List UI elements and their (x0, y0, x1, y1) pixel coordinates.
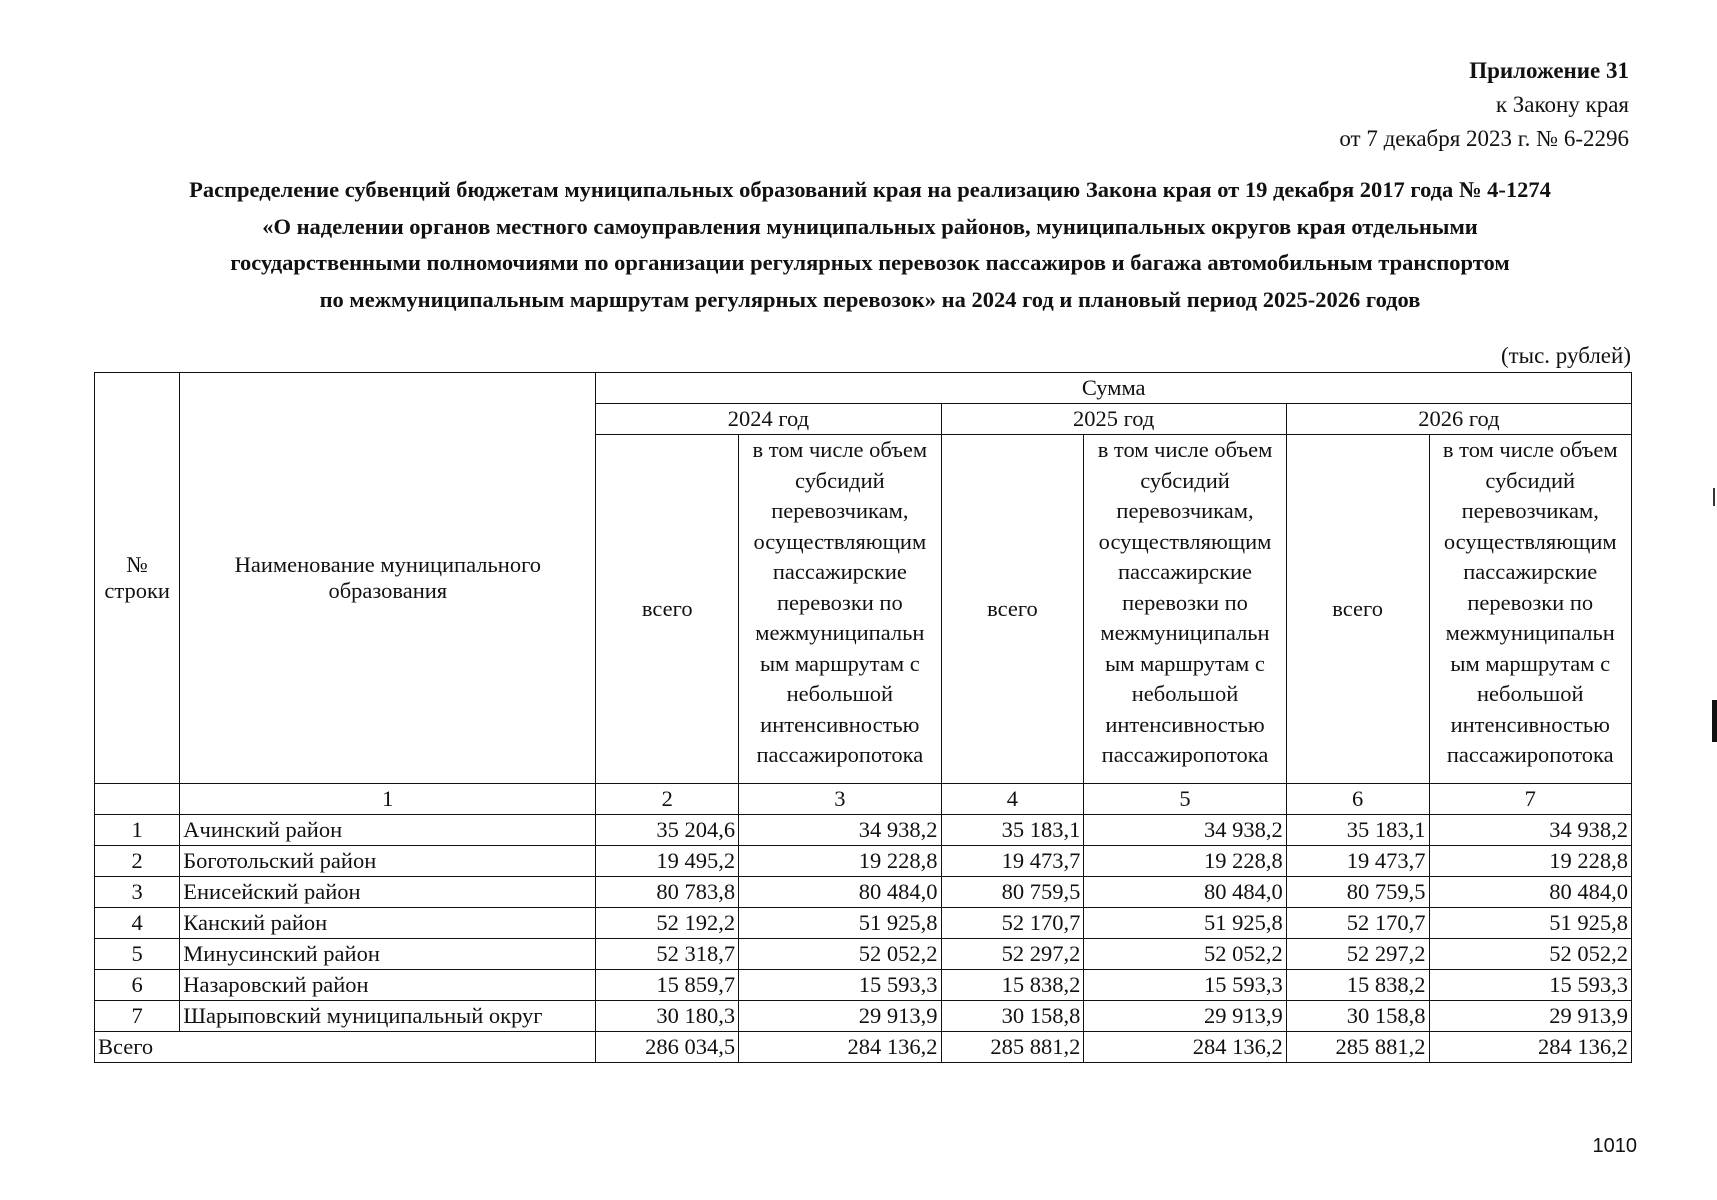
subsidy-2024: 80 484,0 (739, 877, 941, 908)
municipality-name: Боготольский район (180, 846, 596, 877)
appendix-reference (1339, 54, 1629, 156)
total-2025: 15 838,2 (941, 970, 1084, 1001)
row-index: 7 (95, 1001, 180, 1032)
municipality-name: Канский район (180, 908, 596, 939)
total-2024: 52 192,2 (596, 908, 739, 939)
subsidy-2026: 19 228,8 (1429, 846, 1631, 877)
appendix-law-date: от 7 декабря 2023 г. № 6-2296 (1339, 126, 1629, 151)
total-2024: 35 204,6 (596, 815, 739, 846)
subsidy-2026: 51 925,8 (1429, 908, 1631, 939)
grand-subsidy-2025: 284 136,2 (1084, 1032, 1286, 1063)
total-2025: 52 297,2 (941, 939, 1084, 970)
heading-line: по межмуниципальным маршрутам регулярных перевозок» на 2024 год и плановый период 2025-2026 годов (319, 286, 1421, 312)
header-subsidy-2024: в том числе объем субсидий перевозчикам, осуществляющим пассажирские перевозки по межмуниципальн ым маршрутам с небольшой интенсивностью пассажиропотока (739, 435, 941, 784)
subsidy-2025: 34 938,2 (1084, 815, 1286, 846)
header-total-2024: всего (596, 435, 739, 784)
municipality-name: Ачинский район (180, 815, 596, 846)
total-2026: 15 838,2 (1286, 970, 1429, 1001)
total-2026: 52 170,7 (1286, 908, 1429, 939)
column-number: 5 (1084, 784, 1286, 815)
column-number-blank (95, 784, 180, 815)
municipality-name: Назаровский район (180, 970, 596, 1001)
subsidy-2026: 29 913,9 (1429, 1001, 1631, 1032)
subvention-table (94, 372, 1632, 1063)
total-2025: 35 183,1 (941, 815, 1084, 846)
total-2026: 52 297,2 (1286, 939, 1429, 970)
column-number: 1 (180, 784, 596, 815)
municipality-name: Шарыповский муниципальный округ (180, 1001, 596, 1032)
column-number: 3 (739, 784, 941, 815)
grand-subsidy-2024: 284 136,2 (739, 1032, 941, 1063)
subsidy-2024: 15 593,3 (739, 970, 941, 1001)
subsidy-2025: 19 228,8 (1084, 846, 1286, 877)
table-row (95, 939, 1632, 970)
subsidy-2026: 34 938,2 (1429, 815, 1631, 846)
total-2026: 19 473,7 (1286, 846, 1429, 877)
total-2024: 80 783,8 (596, 877, 739, 908)
subsidy-2025: 15 593,3 (1084, 970, 1286, 1001)
scan-edge-mark (1712, 700, 1717, 742)
header-subsidy-2025: в том числе объем субсидий перевозчикам, осуществляющим пассажирские перевозки по межмуниципальн ым маршрутам с небольшой интенсивностью пассажиропотока (1084, 435, 1286, 784)
column-number: 6 (1286, 784, 1429, 815)
header-subsidy-2026: в том числе объем субсидий перевозчикам, осуществляющим пассажирские перевозки по межмуниципальн ым маршрутам с небольшой интенсивностью пассажиропотока (1429, 435, 1631, 784)
table-row (95, 908, 1632, 939)
subsidy-2024: 51 925,8 (739, 908, 941, 939)
table-row (95, 1001, 1632, 1032)
column-number: 2 (596, 784, 739, 815)
scan-edge-tick (1713, 488, 1715, 506)
total-2026: 30 158,8 (1286, 1001, 1429, 1032)
table-row (95, 815, 1632, 846)
subsidy-2026: 52 052,2 (1429, 939, 1631, 970)
header-year-2026: 2026 год (1286, 404, 1631, 435)
heading-line: Распределение субвенций бюджетам муниципальных образований края на реализацию Закона края от 19 декабря 2017 года № 4-1274 (189, 177, 1551, 202)
document-heading (60, 172, 1680, 318)
row-index: 2 (95, 846, 180, 877)
column-number: 7 (1429, 784, 1631, 815)
header-total-2026: всего (1286, 435, 1429, 784)
total-2025: 19 473,7 (941, 846, 1084, 877)
row-index: 3 (95, 877, 180, 908)
subsidy-2024: 19 228,8 (739, 846, 941, 877)
total-2025: 52 170,7 (941, 908, 1084, 939)
heading-line: государственными полномочиями по организации регулярных перевозок пассажиров и багажа автомобильным транспортом (230, 250, 1510, 275)
table-row (95, 877, 1632, 908)
total-2026: 80 759,5 (1286, 877, 1429, 908)
header-year-2025: 2025 год (941, 404, 1286, 435)
row-index: 4 (95, 908, 180, 939)
municipality-name: Енисейский район (180, 877, 596, 908)
header-municipality-name: Наименование муниципального образования (180, 373, 596, 784)
total-2026: 35 183,1 (1286, 815, 1429, 846)
page-number: 1010 (1592, 1135, 1637, 1157)
heading-line: «О наделении органов местного самоуправления муниципальных районов, муниципальных округов края отдельными (262, 213, 1478, 239)
total-2025: 80 759,5 (941, 877, 1084, 908)
header-sum: Сумма (596, 373, 1632, 404)
total-2024: 19 495,2 (596, 846, 739, 877)
subsidy-2026: 15 593,3 (1429, 970, 1631, 1001)
subsidy-2025: 51 925,8 (1084, 908, 1286, 939)
row-index: 5 (95, 939, 180, 970)
total-2024: 52 318,7 (596, 939, 739, 970)
appendix-law-ref: к Закону края (1495, 92, 1629, 117)
subsidy-2025: 52 052,2 (1084, 939, 1286, 970)
header-row-number: № строки (95, 373, 180, 784)
table-row (95, 970, 1632, 1001)
row-index: 6 (95, 970, 180, 1001)
subsidy-2024: 52 052,2 (739, 939, 941, 970)
subsidy-2024: 34 938,2 (739, 815, 941, 846)
total-2024: 30 180,3 (596, 1001, 739, 1032)
grand-total-2025: 285 881,2 (941, 1032, 1084, 1063)
appendix-title: Приложение 31 (1469, 58, 1629, 83)
header-year-2024: 2024 год (596, 404, 941, 435)
units-note: (тыс. рублей) (1500, 343, 1631, 368)
grand-total-2024: 286 034,5 (596, 1032, 739, 1063)
row-index: 1 (95, 815, 180, 846)
total-2024: 15 859,7 (596, 970, 739, 1001)
total-label: Всего (95, 1032, 596, 1063)
subsidy-2024: 29 913,9 (739, 1001, 941, 1032)
column-number-row (95, 784, 1632, 815)
subsidy-2026: 80 484,0 (1429, 877, 1631, 908)
subsidy-2025: 80 484,0 (1084, 877, 1286, 908)
grand-total-2026: 285 881,2 (1286, 1032, 1429, 1063)
total-2025: 30 158,8 (941, 1001, 1084, 1032)
header-total-2025: всего (941, 435, 1084, 784)
municipality-name: Минусинский район (180, 939, 596, 970)
column-number: 4 (941, 784, 1084, 815)
subsidy-2025: 29 913,9 (1084, 1001, 1286, 1032)
total-row (95, 1032, 1632, 1063)
grand-subsidy-2026: 284 136,2 (1429, 1032, 1631, 1063)
table-row (95, 846, 1632, 877)
